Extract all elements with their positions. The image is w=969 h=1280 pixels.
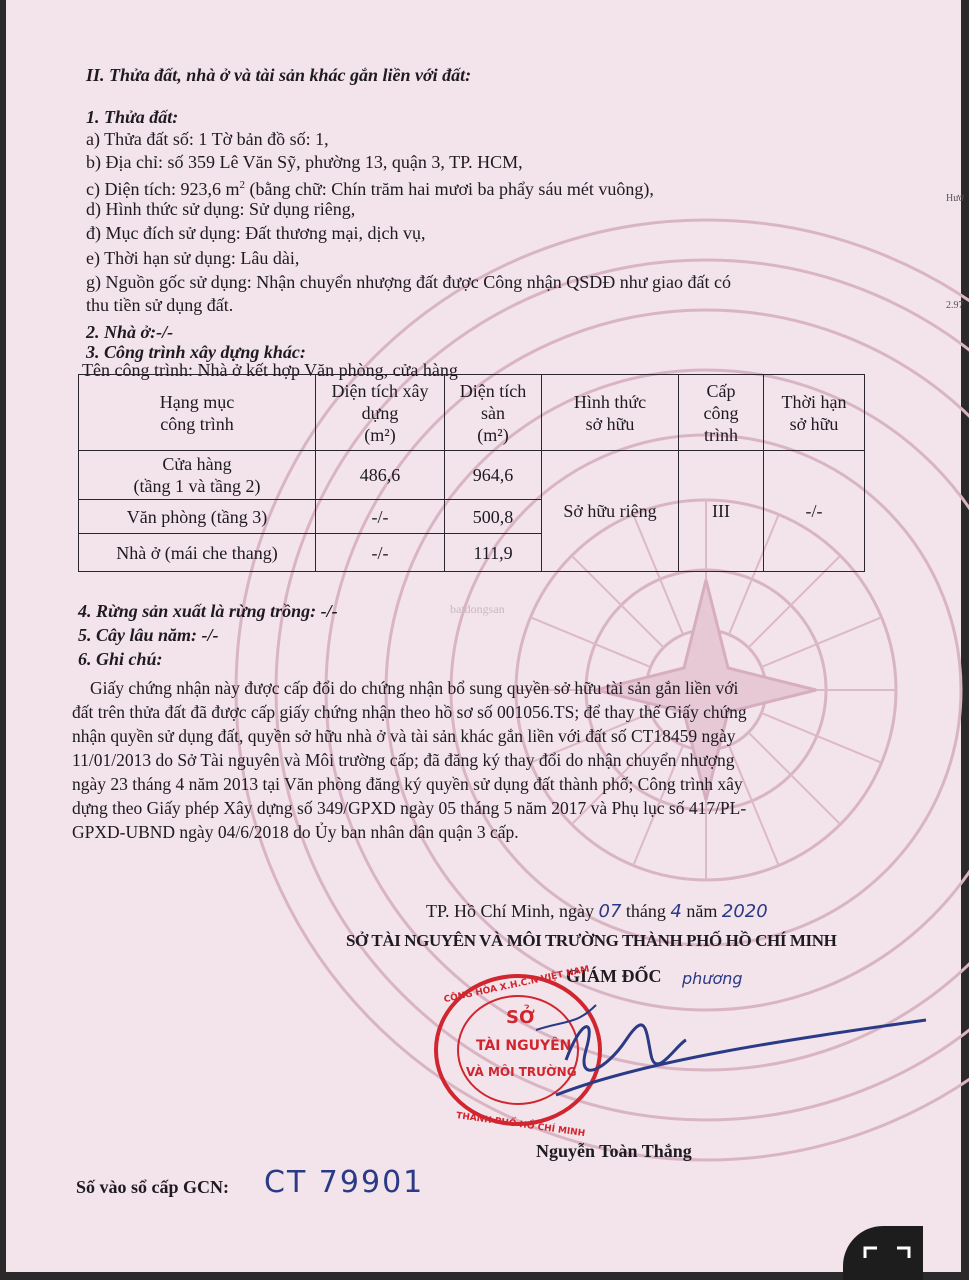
- register-number: CT 79901: [264, 1165, 425, 1200]
- perennial-line: 5. Cây lâu năm: -/-: [78, 625, 219, 645]
- watermark-text: batdongsan: [450, 602, 505, 616]
- row-build-area: -/-: [316, 534, 445, 572]
- land-heading: 1. Thửa đất:: [86, 107, 179, 127]
- margin-text-bottom: 2.97: [946, 300, 964, 311]
- area-unit-sup: 2: [239, 179, 245, 191]
- section-title: II. Thửa đất, nhà ở và tài sản khác gắn liền với đất:: [86, 65, 472, 85]
- seal-ring-text: CỘNG HÒA X.H.C.N VIỆT NAM: [443, 964, 591, 1006]
- use-origin: g) Nguồn gốc sử dụng: Nhận chuyển nhượng đất được Công nhận QSDĐ như giao đất có: [86, 272, 731, 292]
- certificate-page: [6, 0, 964, 1272]
- ownership-value: Sở hữu riêng: [542, 451, 679, 572]
- header-floor-area: Diện tích sàn (m²): [445, 375, 542, 451]
- header-item: Hạng mục công trình: [79, 375, 316, 451]
- forest-line: 4. Rừng sản xuất là rừng trồng: -/-: [78, 601, 338, 621]
- expand-icon: [857, 1238, 917, 1278]
- use-term: e) Thời hạn sử dụng: Lâu dài,: [86, 248, 300, 268]
- date-line: [426, 900, 768, 923]
- grade-value: III: [679, 451, 764, 572]
- row-floor-area: 500,8: [445, 500, 542, 534]
- date-prefix: TP. Hồ Chí Minh, ngày: [426, 901, 595, 921]
- address: b) Địa chỉ: số 359 Lê Văn Sỹ, phường 13, quận 3, TP. HCM,: [86, 152, 523, 172]
- authority-name: SỞ TÀI NGUYÊN VÀ MÔI TRƯỜNG THÀNH PHỐ HỒ CHÍ MINH: [346, 931, 837, 950]
- note-line: ngày 23 tháng 4 năm 2013 tại Văn phòng đăng ký quyền sử dụng đất thành phố; Công trình xây: [72, 774, 743, 794]
- seal-line2: TÀI NGUYÊN: [476, 1038, 572, 1054]
- works-table: [78, 374, 865, 572]
- row-item: Cửa hàng (tầng 1 và tầng 2): [79, 451, 316, 500]
- month-label: tháng: [625, 901, 666, 921]
- date-day: 07: [598, 901, 622, 922]
- note-line: 11/01/2013 do Sở Tài nguyên và Môi trường cấp; đã đăng ký thay đổi do nhận chuyển nhượng: [72, 750, 735, 770]
- area: [86, 174, 654, 200]
- row-build-area: 486,6: [316, 451, 445, 500]
- header-ownership: Hình thức sở hữu: [542, 375, 679, 451]
- margin-text-top: Hướ: [946, 193, 964, 204]
- table-header-row: [79, 375, 865, 451]
- register-label: Số vào sổ cấp GCN:: [76, 1177, 230, 1197]
- seal-line1: SỞ: [506, 1007, 535, 1028]
- director-handwritten-note: phương: [682, 969, 743, 988]
- director-signature: [526, 1000, 946, 1100]
- row-build-area: -/-: [316, 500, 445, 534]
- row-floor-area: 111,9: [445, 534, 542, 572]
- area-value: c) Diện tích: 923,6 m: [86, 179, 240, 199]
- director-title: GIÁM ĐỐC: [566, 966, 662, 986]
- row-item: Nhà ở (mái che thang): [79, 534, 316, 572]
- works-heading: 3. Công trình xây dựng khác:: [86, 342, 306, 362]
- parcel-number: a) Thửa đất số: 1 Tờ bản đồ số: 1,: [86, 129, 329, 149]
- works-name: Tên công trình: Nhà ở kết hợp Văn phòng, cửa hàng: [82, 360, 458, 380]
- note-line: nhận quyền sử dụng đất, quyền sở hữu nhà ở và tài sản khác gắn liền với đất số CT18459 ngày: [72, 726, 736, 746]
- note-line: GPXD-UBND ngày 04/6/2018 do Ủy ban nhân dân quận 3 cấp.: [72, 822, 519, 842]
- seal-line3: VÀ MÔI TRƯỜNG: [466, 1065, 577, 1079]
- use-origin-cont: thu tiền sử dụng đất.: [86, 295, 234, 315]
- table-row: [79, 451, 865, 500]
- note-line: Giấy chứng nhận này được cấp đổi do chứng nhận bổ sung quyền sở hữu tài sản gắn liền với: [90, 678, 739, 698]
- use-form: d) Hình thức sử dụng: Sử dụng riêng,: [86, 199, 356, 219]
- use-purpose: đ) Mục đích sử dụng: Đất thương mại, dịch vụ,: [86, 223, 426, 243]
- notes-heading: 6. Ghi chú:: [78, 649, 163, 669]
- seal-bottom-text: THÀNH PHỐ HỒ CHÍ MINH: [455, 1111, 586, 1140]
- house-heading: 2. Nhà ở:-/-: [86, 322, 174, 342]
- year-label: năm: [686, 901, 718, 921]
- header-grade: Cấp công trình: [679, 375, 764, 451]
- header-term: Thời hạn sở hữu: [764, 375, 865, 451]
- signer-name: Nguyễn Toàn Thắng: [536, 1141, 692, 1161]
- date-month: 4: [670, 901, 682, 922]
- term-value: -/-: [764, 451, 865, 572]
- header-build-area: Diện tích xây dựng (m²): [316, 375, 445, 451]
- row-item: Văn phòng (tầng 3): [79, 500, 316, 534]
- note-line: đất trên thửa đất đã được cấp giấy chứng nhận theo hồ sơ số 001056.TS; để thay thế Giấy chứng: [72, 702, 747, 722]
- area-words: (bằng chữ: Chín trăm hai mươi ba phẩy sáu mét vuông),: [244, 179, 654, 199]
- date-year: 2020: [721, 901, 768, 922]
- row-floor-area: 964,6: [445, 451, 542, 500]
- note-line: dựng theo Giấy phép Xây dựng số 349/GPXD ngày 05 tháng 5 năm 2017 và Phụ lục số 417/PL-: [72, 798, 747, 818]
